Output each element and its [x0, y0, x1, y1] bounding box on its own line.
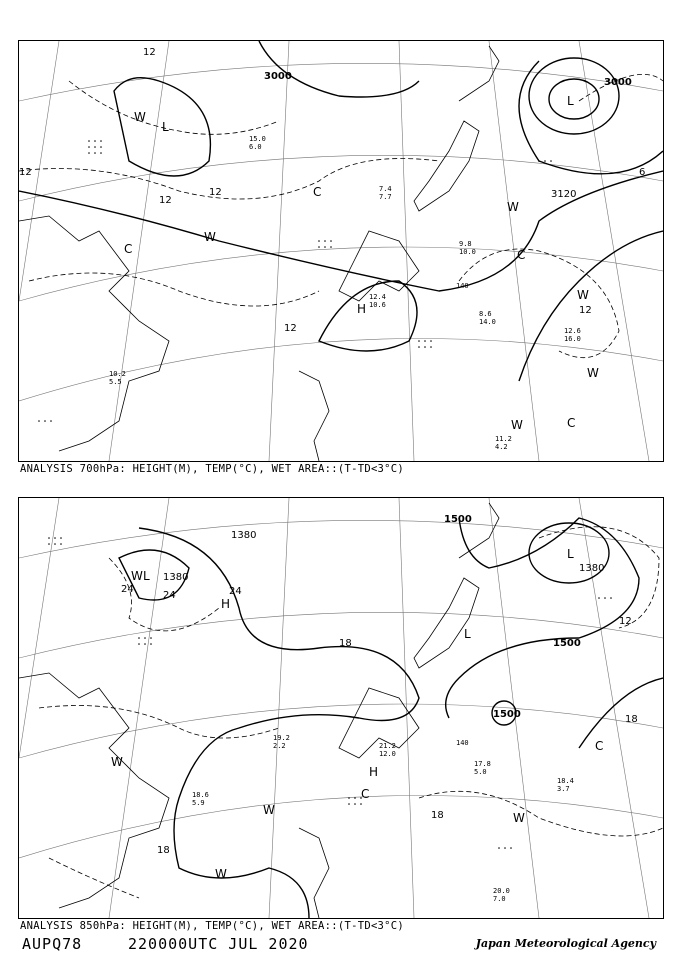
map-700hpa-svg: [19, 41, 663, 461]
panel-850-caption: ANALYSIS 850hPa: HEIGHT(M), TEMP(°C), WET AREA::(T-TD<3°C): [20, 920, 405, 932]
coastline: [19, 46, 499, 461]
height-label: 1380: [163, 572, 189, 583]
high-center-marker: H: [369, 765, 379, 779]
isotherm-label: 24: [121, 584, 134, 595]
station-plot: 21.2 12.0: [379, 742, 396, 758]
station-plot: 17.8 5.0: [474, 760, 491, 776]
height-label: 1500: [553, 638, 581, 649]
isotherm-label: 6: [639, 167, 646, 178]
agency-label: Japan Meteorological Agency: [475, 937, 656, 950]
low-center-marker: L: [567, 94, 574, 108]
valid-time-label: 220000UTC JUL 2020: [128, 935, 309, 953]
height-label: 3000: [264, 71, 292, 82]
warm-center-marker: W: [587, 366, 599, 380]
height-label: 1380: [231, 530, 257, 541]
station-plot: 18.6 5.9: [192, 791, 209, 807]
station-plot: 11.2 4.2: [495, 435, 512, 451]
map-850hpa-svg: [19, 498, 663, 918]
isotherm-label: 24: [163, 590, 176, 601]
station-plots: [109, 135, 581, 451]
isotherm-label: 12: [159, 195, 172, 206]
isotherm-label: 12: [579, 305, 592, 316]
height-label: 1500: [493, 709, 521, 720]
map-panel-850hpa: [18, 497, 664, 919]
isotherm-label: 18: [157, 845, 170, 856]
warm-center-marker: W: [204, 230, 216, 244]
station-plot: 20.0 7.0: [493, 887, 510, 903]
warm-center-marker: W: [513, 811, 525, 825]
warm-center-marker: W: [577, 288, 589, 302]
low-center-marker: L: [143, 569, 150, 583]
warm-center-marker: W: [263, 803, 275, 817]
height-label: 1380: [579, 563, 605, 574]
height-label: 3000: [604, 77, 632, 88]
cold-center-marker: C: [313, 185, 322, 199]
isotherm-label: 18: [431, 810, 444, 821]
map-panel-700hpa: [18, 40, 664, 462]
cold-center-marker: C: [361, 787, 370, 801]
cold-center-marker: C: [595, 739, 604, 753]
warm-center-marker: W: [131, 569, 143, 583]
coastline: [19, 503, 499, 918]
cold-center-marker: C: [517, 248, 526, 262]
high-center-marker: H: [357, 302, 367, 316]
longitude-tick-label: 140: [456, 739, 469, 747]
high-center-marker: H: [221, 597, 231, 611]
isotherm-label: 12: [143, 47, 156, 58]
warm-center-marker: W: [507, 200, 519, 214]
station-plot: 9.8 10.0: [459, 240, 476, 256]
isotherm-label: 24: [229, 586, 242, 597]
isotherm-label: 18: [625, 714, 638, 725]
height-label: 1500: [444, 514, 472, 525]
warm-center-marker: W: [134, 110, 146, 124]
low-center-marker: L: [464, 627, 471, 641]
low-center-marker: L: [567, 547, 574, 561]
station-plot: 12.4 10.6: [369, 293, 386, 309]
cold-center-marker: C: [567, 416, 576, 430]
height-contours: [119, 518, 663, 918]
warm-center-marker: W: [111, 755, 123, 769]
station-plot: 8.6 14.0: [479, 310, 496, 326]
low-center-marker: L: [162, 120, 169, 134]
warm-center-marker: W: [215, 867, 227, 881]
station-plot: 18.4 3.7: [557, 777, 574, 793]
longitude-tick-label: 140: [456, 282, 469, 290]
panel-700-caption: ANALYSIS 700hPa: HEIGHT(M), TEMP(°C), WET AREA::(T-TD<3°C): [20, 463, 405, 475]
isotherm-label: 12: [209, 187, 222, 198]
station-plot: 19.2 2.2: [273, 734, 290, 750]
station-plot: 10.2 5.5: [109, 370, 126, 386]
isotherms: [19, 74, 663, 357]
cold-center-marker: C: [124, 242, 133, 256]
warm-center-marker: W: [511, 418, 523, 432]
height-label: 3120: [551, 189, 577, 200]
station-plot: 12.6 16.0: [564, 327, 581, 343]
station-plot: 15.0 6.0: [249, 135, 266, 151]
isotherm-label: 18: [339, 638, 352, 649]
station-plot: 7.4 7.7: [379, 185, 392, 201]
isotherm-label: 12: [619, 616, 632, 627]
chart-code-label: AUPQ78: [22, 935, 83, 953]
isotherm-label: 12: [284, 323, 297, 334]
isotherm-label: 12: [19, 167, 32, 178]
